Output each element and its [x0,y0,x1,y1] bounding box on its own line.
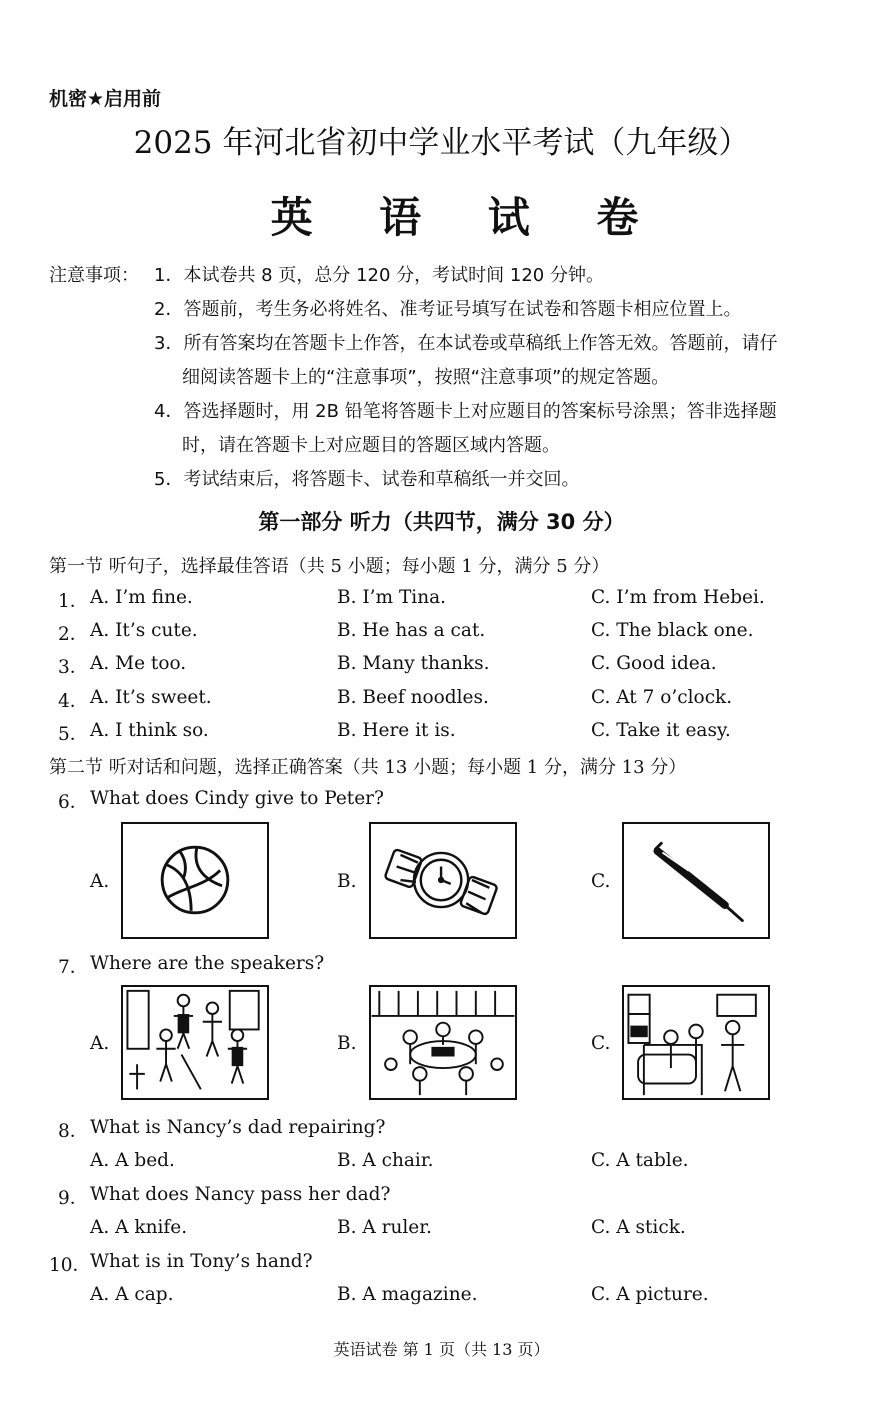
question-number: 5． [58,724,89,745]
note-item: 4．答选择题时，用 2B 铅笔将答题卡上对应题目的答案标号涂黑；答非选择题 [154,401,777,422]
question-number: 1． [58,591,89,612]
option-b: B. Many thanks. [337,653,490,674]
volleyball-image [121,822,269,939]
option-a: A. A cap. [90,1284,174,1305]
restaurant-image [369,985,517,1100]
option-b-label: B. [337,871,357,892]
option-a: A. It’s sweet. [90,687,212,708]
question-text: What does Nancy pass her dad? [90,1184,391,1205]
option-c: C. A table. [591,1150,689,1171]
option-b: B. Beef noodles. [337,687,489,708]
option-c: C. The black one. [591,620,754,641]
option-c: C. I’m from Hebei. [591,587,765,608]
question-number: 2． [58,624,89,645]
note-item: 3．所有答案均在答题卡上作答，在本试卷或草稿纸上作答无效。答题前，请仔 [154,333,778,354]
note-item: 5．考试结束后，将答题卡、试卷和草稿纸一并交回。 [154,469,580,490]
option-c: C. At 7 o’clock. [591,687,733,708]
option-a-label: A. [90,871,110,892]
confidential-label: 机密★启用前 [49,88,162,110]
option-a: A. I think so. [90,720,209,741]
note-item-continued: 时，请在答题卡上对应题目的答题区域内答题。 [182,435,560,456]
option-b: B. He has a cat. [337,620,486,641]
section-heading: 第一节 听句子，选择最佳答语（共 5 小题；每小题 1 分，满分 5 分） [49,556,610,577]
option-b: B. A chair. [337,1150,434,1171]
question-number: 4． [58,691,89,712]
question-number: 10． [49,1255,92,1276]
option-b: B. Here it is. [337,720,456,741]
question-number: 9． [58,1188,89,1209]
option-a-label: A. [90,1033,110,1054]
option-c: C. Good idea. [591,653,717,674]
pen-image [622,822,770,939]
page-footer: 英语试卷 第 1 页（共 13 页） [333,1340,550,1359]
exam-title: 2025 年河北省初中学业水平考试（九年级） [133,125,750,161]
option-c: C. A picture. [591,1284,709,1305]
option-c-label: C. [591,1033,611,1054]
option-c: C. A stick. [591,1217,686,1238]
section-heading: 第二节 听对话和问题，选择正确答案（共 13 小题；每小题 1 分，满分 13 分） [49,757,687,778]
option-a: A. Me too. [90,653,187,674]
question-text: What does Cindy give to Peter? [90,788,384,809]
classroom-cleaning-image [121,985,269,1100]
option-a: A. A bed. [90,1150,175,1171]
option-b: B. A magazine. [337,1284,478,1305]
paper-title: 英 语 试 卷 [270,193,665,242]
option-b: B. I’m Tina. [337,587,447,608]
question-number: 6． [58,792,89,813]
question-text: Where are the speakers? [90,953,325,974]
option-b: B. A ruler. [337,1217,432,1238]
question-number: 8． [58,1121,89,1142]
option-a: A. A knife. [90,1217,188,1238]
watch-image [369,822,517,939]
option-c-label: C. [591,871,611,892]
option-c: C. Take it easy. [591,720,731,741]
question-number: 7． [58,957,89,978]
option-a: A. I’m fine. [90,587,193,608]
note-item: 1．本试卷共 8 页，总分 120 分，考试时间 120 分钟。 [154,265,604,286]
question-number: 3． [58,657,89,678]
option-a: A. It’s cute. [90,620,198,641]
note-item: 2．答题前，考生务必将姓名、准考证号填写在试卷和答题卡相应位置上。 [154,299,742,320]
note-item-continued: 细阅读答题卡上的“注意事项”，按照“注意事项”的规定答题。 [182,367,670,388]
living-room-image [622,985,770,1100]
option-b-label: B. [337,1033,357,1054]
notes-label: 注意事项： [49,265,139,286]
part-title: 第一部分 听力（共四节，满分 30 分） [258,510,625,534]
question-text: What is in Tony’s hand? [90,1251,313,1272]
question-text: What is Nancy’s dad repairing? [90,1117,386,1138]
